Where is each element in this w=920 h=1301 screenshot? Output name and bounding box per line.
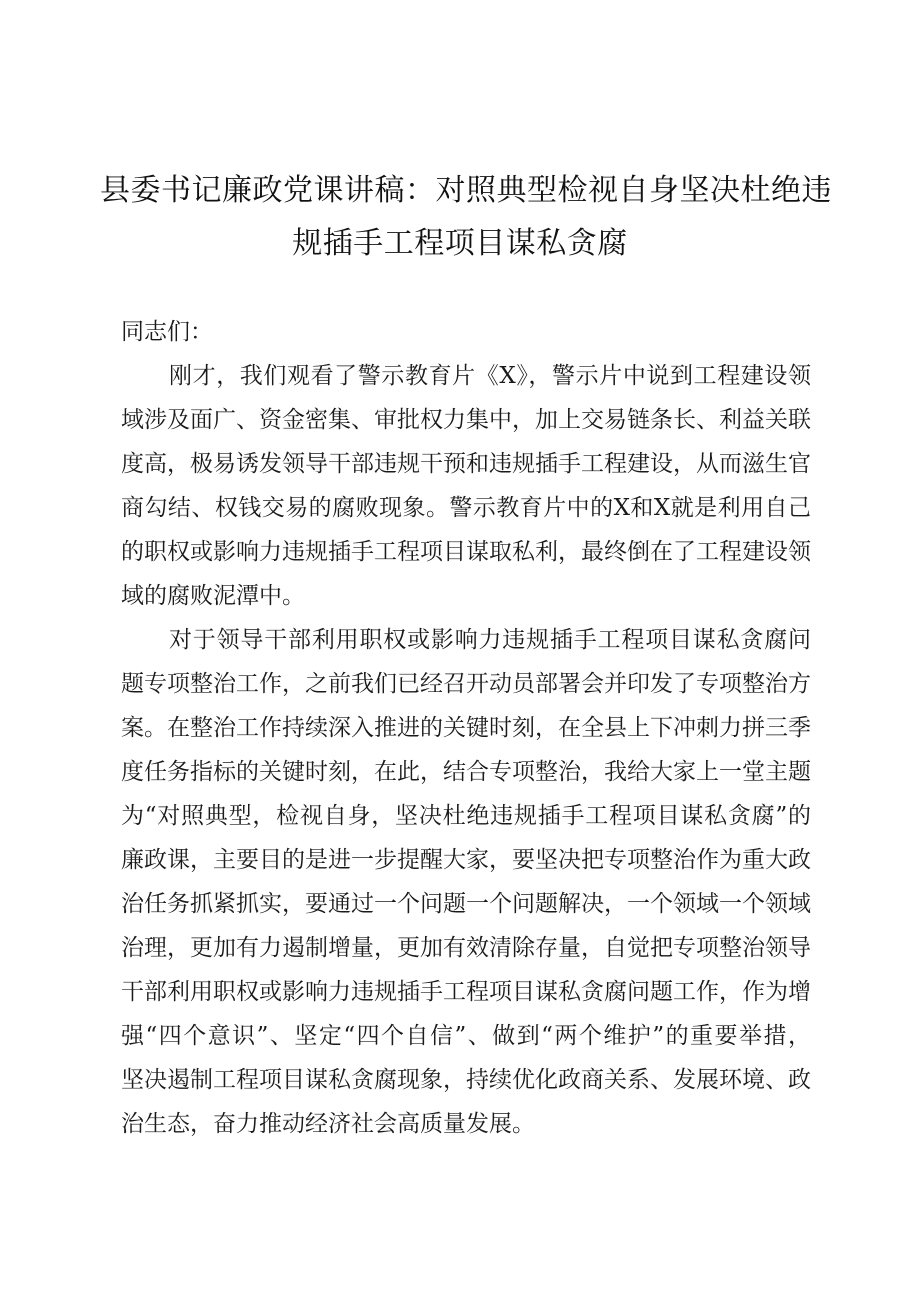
title-line-2: 规插手工程项目谋私贪腐: [292, 226, 628, 261]
paragraph-line: 案。在整治工作持续深入推进的关键时刻，在全县上下冲刺力拼三季: [121, 715, 811, 741]
paragraph-line: 治生态，奋力推动经济社会高质量发展。: [121, 1111, 535, 1137]
salutation: 同志们：: [121, 319, 213, 345]
paragraph-line: 干部利用职权或影响力违规插手工程项目谋私贪腐问题工作，作为增: [121, 979, 811, 1005]
paragraph-line: 域的腐败泥潭中。: [121, 583, 305, 609]
paragraph-line: 治理，更加有力遏制增量，更加有效清除存量，自觉把专项整治领导: [121, 935, 811, 961]
paragraph-line: 刚才，我们观看了警示教育片《X》，警示片中说到工程建设领: [169, 363, 811, 389]
paragraph-line: 域涉及面广、资金密集、审批权力集中，加上交易链条长、利益关联: [121, 407, 811, 433]
paragraph-line: 商勾结、权钱交易的腐败现象。警示教育片中的X和X就是利用自己: [121, 495, 811, 521]
paragraph-line: 对于领导干部利用职权或影响力违规插手工程项目谋私贪腐问: [169, 627, 811, 653]
paragraph-line: 的职权或影响力违规插手工程项目谋取私利，最终倒在了工程建设领: [121, 539, 811, 565]
paragraph-line: 题专项整治工作，之前我们已经召开动员部署会并印发了专项整治方: [121, 671, 811, 697]
paragraph-line: 坚决遏制工程项目谋私贪腐现象，持续优化政商关系、发展环境、政: [121, 1067, 811, 1093]
document-title: [100, 164, 832, 270]
paragraph-2: [121, 618, 811, 1146]
document-body: [121, 310, 811, 1146]
paragraph-line: 为“对照典型，检视自身，坚决杜绝违规插手工程项目谋私贪腐”的: [121, 803, 811, 829]
paragraph-line: 度任务指标的关键时刻，在此，结合专项整治，我给大家上一堂主题: [121, 759, 811, 785]
paragraph-line: 廉政课，主要目的是进一步提醒大家，要坚决把专项整治作为重大政: [121, 847, 811, 873]
paragraph-1: [121, 354, 811, 618]
paragraph-line: 治任务抓紧抓实，要通过一个问题一个问题解决，一个领域一个领域: [121, 891, 811, 917]
paragraph-line: 度高，极易诱发领导干部违规干预和违规插手工程建设，从而滋生官: [121, 451, 811, 477]
paragraph-line: 强“四个意识”、坚定“四个自信”、做到“两个维护”的重要举措，: [121, 1023, 811, 1049]
title-line-1: 县委书记廉政党课讲稿：对照典型检视自身坚决杜绝违: [100, 173, 832, 208]
